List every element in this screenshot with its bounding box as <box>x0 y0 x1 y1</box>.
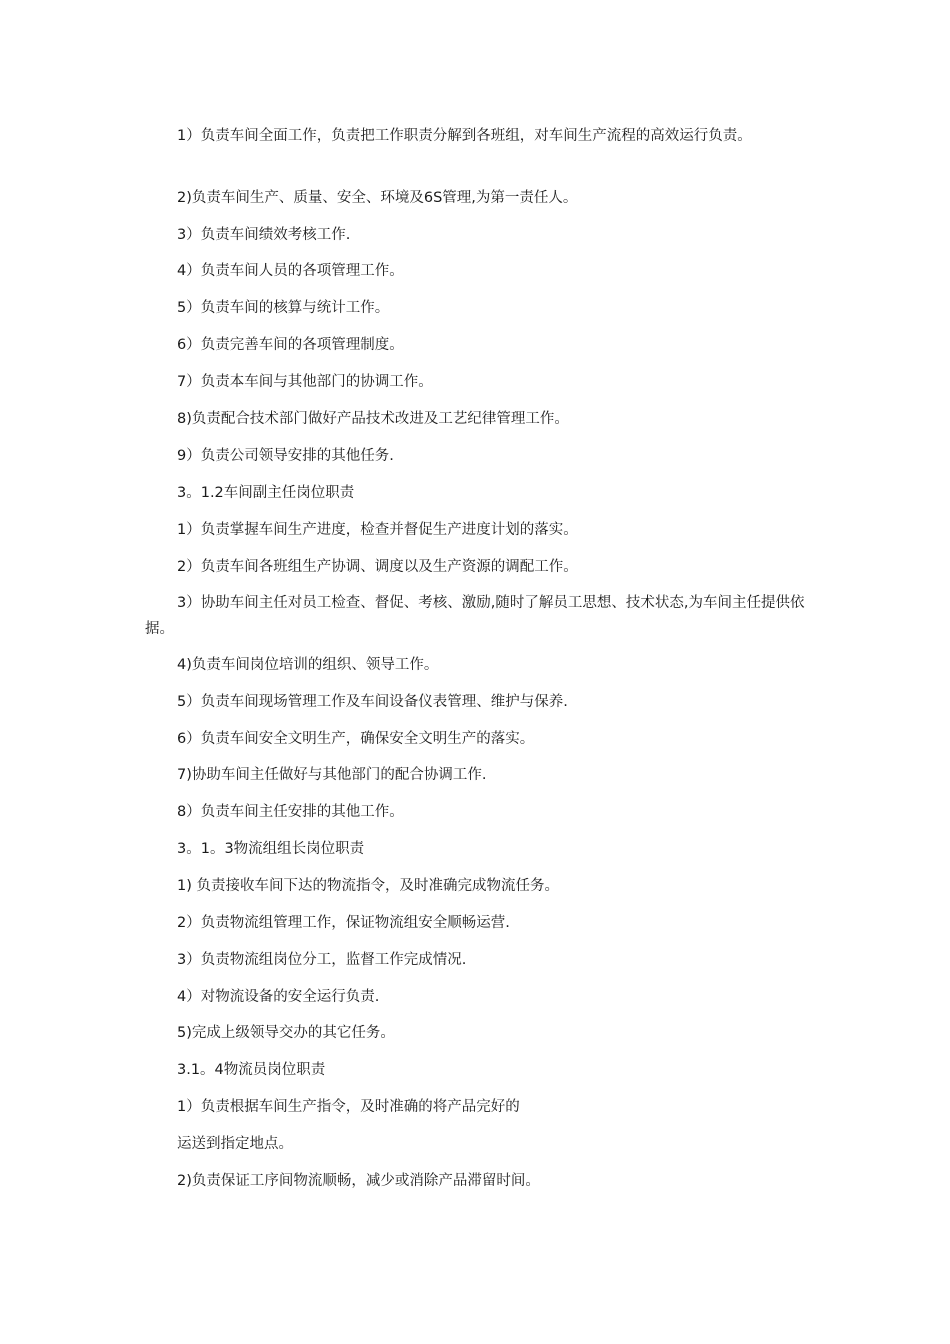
paragraph: 4)负责车间岗位培训的组织、领导工作。 <box>177 657 439 673</box>
paragraph: 4）负责车间人员的各项管理工作。 <box>177 263 404 279</box>
paragraph: 2)负责保证工序间物流顺畅，减少或消除产品滞留时间。 <box>177 1173 540 1189</box>
paragraph: 1）负责车间全面工作，负责把工作职责分解到各班组，对车间生产流程的高效运行负责。 <box>177 128 752 144</box>
paragraph: 2）负责物流组管理工作，保证物流组安全顺畅运营. <box>177 915 510 931</box>
paragraph: 1）负责掌握车间生产进度，检查并督促生产进度计划的落实。 <box>177 522 578 538</box>
paragraph: 5）负责车间的核算与统计工作。 <box>177 300 390 316</box>
section-heading: 3。1。3物流组组长岗位职责 <box>177 841 365 857</box>
paragraph: 9）负责公司领导安排的其他任务. <box>177 448 394 464</box>
paragraph: 8)负责配合技术部门做好产品技术改进及工艺纪律管理工作。 <box>177 411 569 427</box>
section-heading: 3。1.2车间副主任岗位职责 <box>177 485 355 501</box>
paragraph: 7)协助车间主任做好与其他部门的配合协调工作. <box>177 767 487 783</box>
paragraph: 6）负责车间安全文明生产，确保安全文明生产的落实。 <box>177 731 535 747</box>
section-heading: 3.1。4物流员岗位职责 <box>177 1062 326 1078</box>
paragraph: 5）负责车间现场管理工作及车间设备仪表管理、维护与保养. <box>177 694 568 710</box>
paragraph: 5)完成上级领导交办的其它任务。 <box>177 1025 395 1041</box>
paragraph: 4）对物流设备的安全运行负责. <box>177 989 380 1005</box>
paragraph: 运送到指定地点。 <box>177 1136 293 1152</box>
paragraph: 2)负责车间生产、质量、安全、环境及6S管理,为第一责任人。 <box>177 190 578 206</box>
paragraph: 1) 负责接收车间下达的物流指令，及时准确完成物流任务。 <box>177 878 559 894</box>
paragraph: 8）负责车间主任安排的其他工作。 <box>177 804 404 820</box>
paragraph: 2）负责车间各班组生产协调、调度以及生产资源的调配工作。 <box>177 559 578 575</box>
paragraph: 3）负责车间绩效考核工作. <box>177 227 351 243</box>
paragraph: 7）负责本车间与其他部门的协调工作。 <box>177 374 433 390</box>
paragraph: 6）负责完善车间的各项管理制度。 <box>177 337 404 353</box>
paragraph: 3）负责物流组岗位分工，监督工作完成情况. <box>177 952 467 968</box>
paragraph: 1）负责根据车间生产指令，及时准确的将产品完好的 <box>177 1099 520 1115</box>
paragraph: 3）协助车间主任对员工检查、督促、考核、激励,随时了解员工思想、技术状态,为车间主任提供依据。 <box>145 595 805 637</box>
